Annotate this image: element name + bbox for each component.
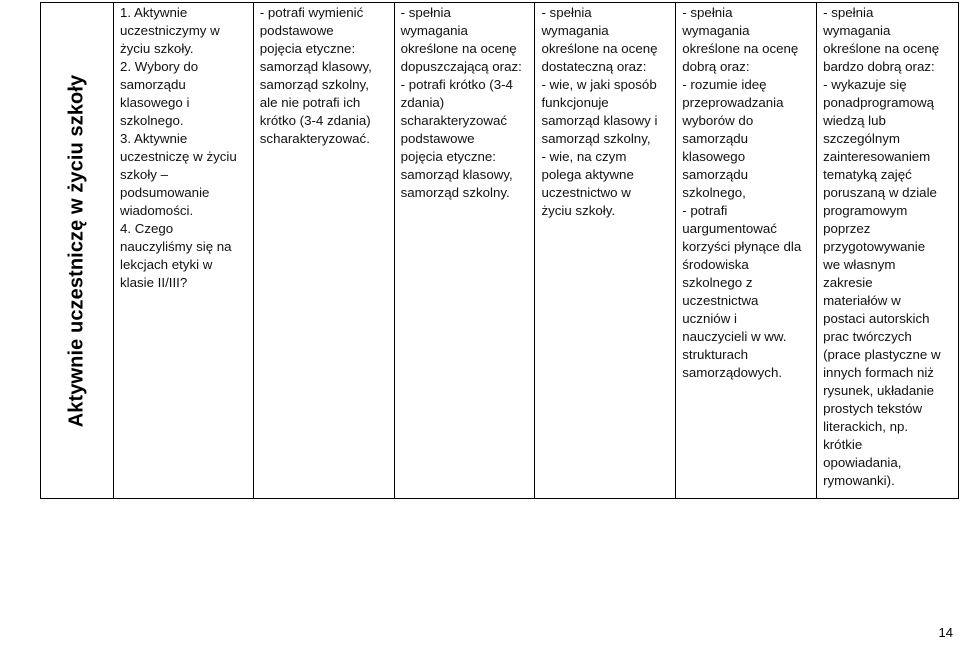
grade-dopuszczajaca-cell: [253, 3, 394, 499]
topics-cell: [113, 3, 253, 499]
grade-dobra-cell: [535, 3, 676, 499]
table-row: [41, 3, 959, 499]
grade-dostateczna-cell: [394, 3, 535, 499]
page-number: 14: [938, 625, 953, 640]
grade-celujaca-cell: [817, 3, 959, 499]
topics-list: 1. Aktywnie uczestniczymy w życiu szkoły. 2. Wybory do samorządu klasowego i szkolnego. 3. Aktywnie uczestniczę w życiu szkoły – podsumowanie wiadomości. 4. Czego nauczyliśmy się na lekcjach etyki w klasie II/III?: [119, 5, 237, 290]
title-cell: [41, 3, 114, 499]
grade-celujaca-text: - spełnia wymagania określone na ocenę bardzo dobrą oraz: - wykazuje się ponadprogramową wiedzą lub szczególnym zainteresowaniem tematyką zajęć poruszaną w dziale programowym poprzez przygotowywanie we własnym zakresie materiałów w postaci autorskich prac twórczych (prace plastyczne w innych formach niż rysunek, układanie prostych tekstów literackich, np. krótkie opowiadania, rymowanki).: [823, 5, 941, 488]
section-title: Aktywnie uczestniczę w życiu szkoły: [65, 74, 88, 427]
grade-dopuszczajaca-text: - potrafi wymienić podstawowe pojęcia etyczne: samorząd klasowy, samorząd szkolny, ale nie potrafi ich krótko (3-4 zdania) scharakteryzować.: [259, 5, 372, 146]
grade-bardzo-dobra-text: - spełnia wymagania określone na ocenę dobrą oraz: - rozumie ideę przeprowadzania wyborów do samorządu klasowego samorządu szkolnego, - potrafi uargumentować korzyści płynące dla środowiska szkolnego z uczestnictwa uczniów i nauczycieli w ww. strukturach samorządowych.: [682, 5, 802, 380]
grade-dostateczna-text: - spełnia wymagania określone na ocenę dopuszczającą oraz: - potrafi krótko (3-4 zdania) scharakteryzować podstawowe pojęcia etyczne: samorząd klasowy, samorząd szkolny.: [400, 5, 522, 200]
grade-bardzo-dobra-cell: [676, 3, 817, 499]
grade-dobra-text: - spełnia wymagania określone na ocenę dostateczną oraz: - wie, w jaki sposób funkcjonuje samorząd klasowy i samorząd szkolny, - wie, na czym polega aktywne uczestnictwo w życiu szkoły.: [541, 5, 658, 218]
requirements-table: [40, 2, 959, 499]
